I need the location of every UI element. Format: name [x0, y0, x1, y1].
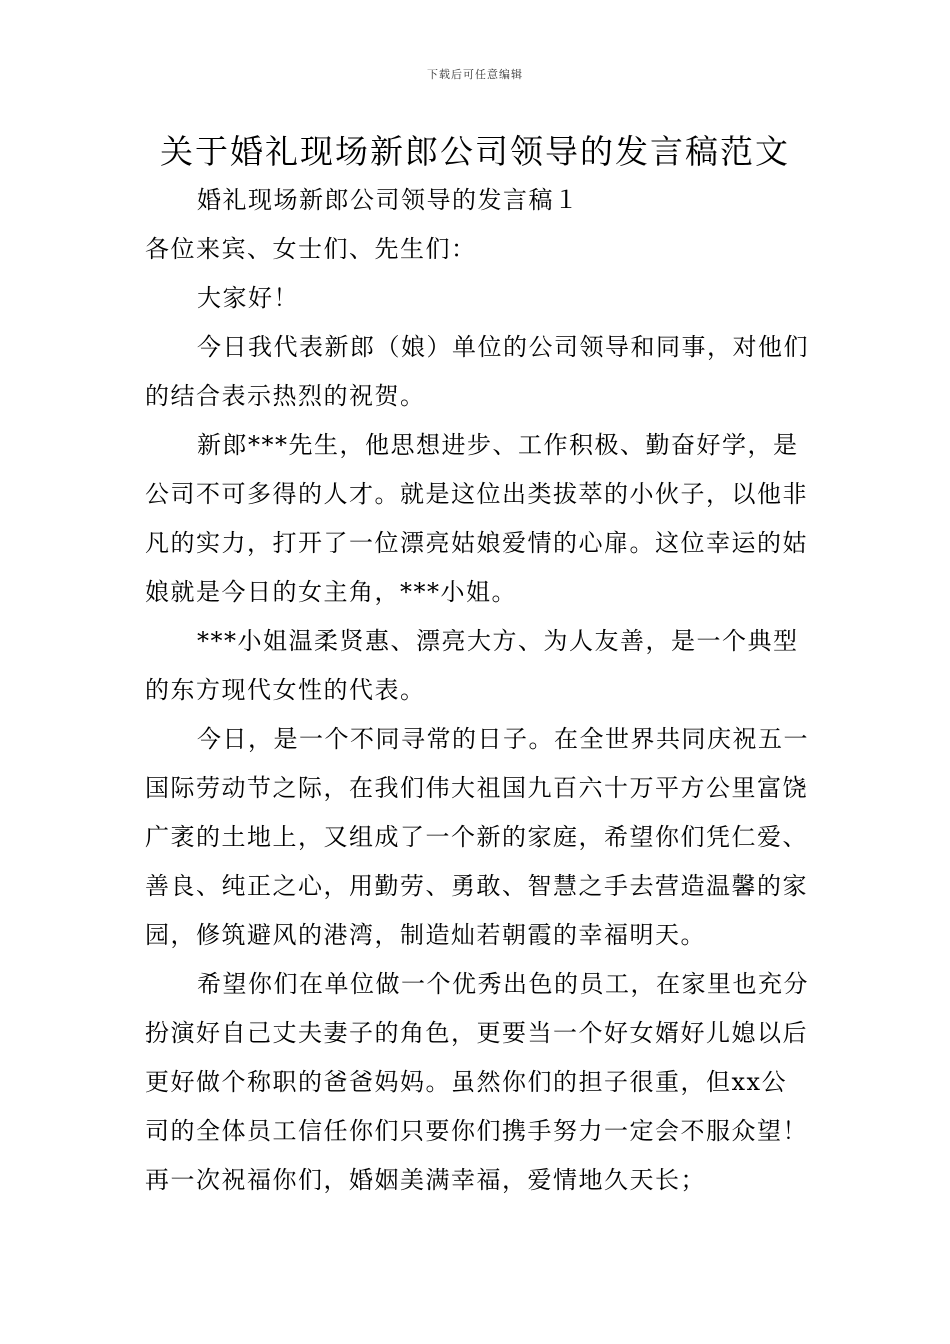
paragraph-greeting: 大家好！ — [197, 284, 299, 312]
paragraph: ***小姐温柔贤惠、漂亮大方、为人友善，是一个典型的东方现代女性的代表。 — [145, 627, 799, 704]
paragraph: 新郎***先生，他思想进步、工作积极、勤奋好学，是公司不可多得的人才。就是这位出类拔萃的小伙子，以他非凡的实力，打开了一位漂亮姑娘爱情的心扉。这位幸运的姑娘就是今日的女主角，***小姐。 — [145, 431, 808, 606]
document-title: 关于婚礼现场新郎公司领导的发言稿范文 — [160, 132, 790, 171]
paragraph: 今日，是一个不同寻常的日子。在全世界共同庆祝五一国际劳动节之际，在我们伟大祖国九百六十万平方公里富饶广袤的土地上，又组成了一个新的家庭，希望你们凭仁爱、善良、纯正之心，用勤劳、勇敢、智慧之手去营造温馨的家园，修筑避风的港湾，制造灿若朝霞的幸福明天。 — [145, 725, 809, 949]
paragraph: 今日我代表新郎（娘）单位的公司领导和同事，对他们的结合表示热烈的祝贺。 — [145, 333, 809, 410]
paragraph-salutation: 各位来宾、女士们、先生们： — [145, 235, 477, 263]
document-body — [145, 176, 810, 1205]
paragraph: 希望你们在单位做一个优秀出色的员工，在家里也充分扮演好自己丈夫妻子的角色，更要当一个好女婿好儿媳以后更好做个称职的爸爸妈妈。虽然你们的担子很重，但xx公司的全体员工信任你们只要你们携手努力一定会不服众望！再一次祝福你们，婚姻美满幸福，爱情地久天长； — [145, 970, 809, 1194]
header-note: 下载后可任意编辑 — [427, 68, 523, 81]
document-subtitle: 婚礼现场新郎公司领导的发言稿１ — [197, 186, 580, 214]
